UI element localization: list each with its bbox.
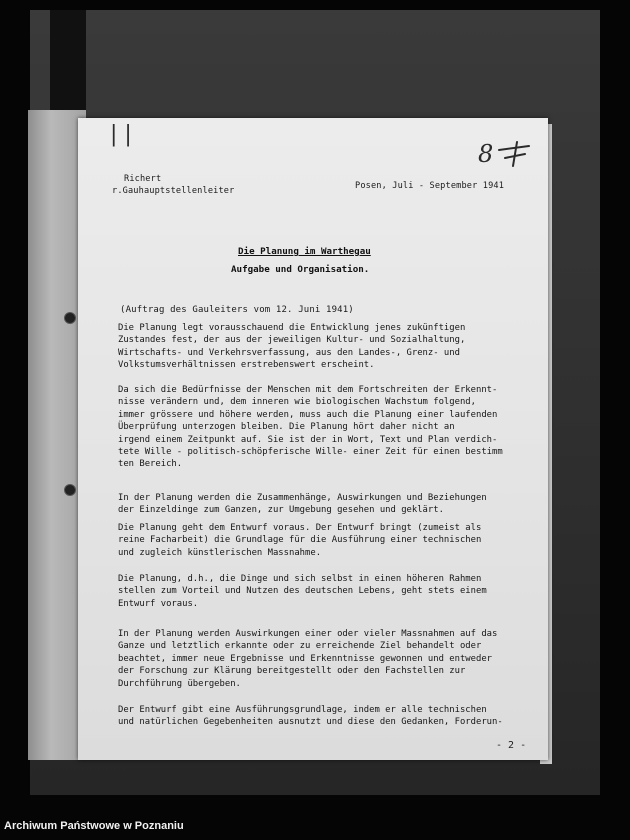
text-line: Volkstumsverhältnissen erstrebenswert erscheint. — [118, 360, 375, 371]
document-title: Die Planung im Warthegau — [238, 246, 371, 257]
text-line: Die Planung, d.h., die Dinge und sich selbst in einen höheren Rahmen — [118, 574, 482, 584]
document-subtitle: Aufgabe und Organisation. — [231, 264, 370, 275]
text-line: irgend einem Zeitpunkt auf. Sie ist der in Wort, Text und Plan verdich- — [118, 434, 498, 445]
punch-hole — [64, 312, 76, 324]
paragraph-5 — [118, 573, 538, 610]
author-name: Richert — [124, 174, 162, 184]
text-line: Entwurf voraus. — [118, 598, 199, 609]
commission-note: (Auftrag des Gauleiters vom 12. Juni 1941) — [120, 305, 354, 315]
text-line: Durchführung übergeben. — [118, 678, 241, 689]
paragraph-6 — [118, 628, 538, 690]
text-line: der Einzeldinge zum Ganzen, zur Umgebung gesehen und geklärt. — [118, 505, 444, 516]
text-line: beachtet, immer neue Ergebnisse und Erkenntnisse gewonnen und entweder — [118, 653, 493, 664]
text-line: Überprüfung unterzogen bleiben. Die Planung hört daher nicht an — [118, 422, 455, 433]
paragraph-7 — [118, 704, 538, 729]
text-line: Ganze und letztlich erkannte oder zu erreichende Ziel behandelt oder — [118, 641, 482, 652]
text-line: In der Planung werden die Zusammenhänge, Auswirkungen und Beziehungen — [118, 493, 487, 503]
text-line: stellen zum Vorteil und Nutzen des deutschen Lebens, geht stets einem — [118, 586, 487, 597]
corner-pencil-marks: | | — [110, 122, 132, 147]
text-line: reine Facharbeit) die Grundlage für die Ausführung einer technischen — [118, 535, 482, 546]
text-line: und natürlichen Gegebenheiten ausnutzt und diese den Gedanken, Forderun- — [118, 717, 503, 728]
paragraph-4 — [118, 522, 538, 559]
archive-caption: Archiwum Państwowe w Poznaniu — [4, 820, 184, 832]
binder-shadow — [50, 10, 86, 110]
text-line: Die Planung geht dem Entwurf voraus. Der Entwurf bringt (zumeist als — [118, 523, 482, 533]
text-line: nisse verändern und, dem inneren wie biologischen Wachstum folgend, — [118, 397, 476, 408]
handwritten-mark-icon — [495, 138, 533, 170]
text-line: der Forschung zur Klärung bereitgestellt oder den Fachstellen zur — [118, 666, 466, 677]
text-line: Wirtschafts- und Verkehrsverfassung, aus den Landes-, Grenz- und — [118, 347, 460, 358]
text-line: Da sich die Bedürfnisse der Menschen mit dem Fortschreiten der Erkennt- — [118, 385, 498, 395]
text-line: In der Planung werden Auswirkungen einer oder vieler Massnahmen auf das — [118, 629, 498, 639]
paragraph-2 — [118, 384, 538, 471]
text-line: immer grössere und höhere werden, muss auch die Planung einer laufenden — [118, 409, 498, 420]
text-line: Zustandes fest, der aus der jeweiligen Kultur- und Sozialhaltung, — [118, 335, 466, 346]
text-line: Der Entwurf gibt eine Ausführungsgrundlage, indem er alle technischen — [118, 705, 487, 715]
author-title: r.Gauhauptstellenleiter — [112, 186, 235, 196]
text-line: und zugleich künstlerischen Massnahme. — [118, 547, 322, 558]
text-line: tete Wille - politisch-schöpferische Wille- einer Zeit für einen bestimm — [118, 447, 503, 458]
paragraph-3 — [118, 492, 538, 517]
paragraph-1 — [118, 322, 538, 372]
text-line: Die Planung legt vorausschauend die Entwicklung jenes zukünftigen — [118, 323, 466, 333]
text-line: ten Bereich. — [118, 459, 183, 470]
punch-hole — [64, 484, 76, 496]
place-date: Posen, Juli - September 1941 — [355, 181, 505, 191]
page-number: - 2 - — [496, 740, 527, 751]
folio-number: 8 — [478, 140, 494, 168]
